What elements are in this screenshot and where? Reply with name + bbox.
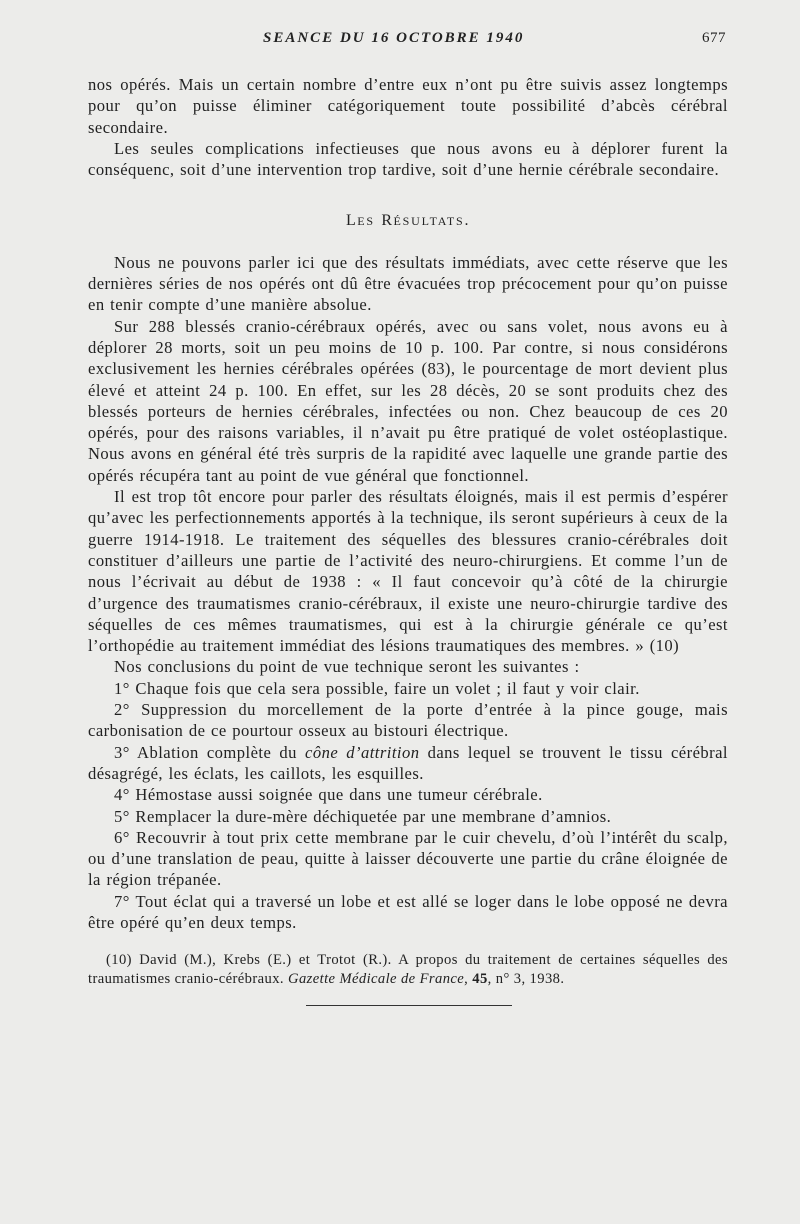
list-item: 4° Hémostase aussi soignée que dans une tumeur cérébrale.: [114, 785, 543, 805]
footnote-citation: (10) David (M.), Krebs (E.) et Trotot (R.). A propos du traitement de certaines séquelles des traumatismes cranio-cérébraux.: [88, 952, 728, 988]
paragraph: Sur 288 blessés cranio-cérébraux opérés, avec ou sans volet, nous avons eu à déplorer 28 morts, soit un peu moins de 10 p. 100. Par contre, si nous considérons exclusivement les hernies cérébrales opérées (83), le pourcentage de mort devient plus élevé et atteint 24 p. 100. En effet, sur les 28 décès, 20 se sont produits chez des blessés porteurs de hernies cérébrales, infectées ou non. Chez beaucoup de ces 20 opérés, pour des raisons variables, il n’avait pu être pratiqué de volet ostéoplastique. Nous avons en général été très surpris de la rapidité avec laquelle une grande partie des opérés récupéra tant au point de vue général que fonctionnel.: [88, 316, 728, 485]
running-header: [88, 30, 728, 56]
list-item: 2° Suppression du morcellement de la porte d’entrée à la pince gouge, mais carbonisation de ce pourtour osseux au bistouri électrique.: [88, 700, 728, 741]
paragraph: Il est trop tôt encore pour parler des résultats éloignés, mais il est permis d’espérer qu’avec les perfectionnements apportés à la technique, ils seront supérieurs à ceux de la guerre 1914-1918. Le traitement des séquelles des blessures cranio-cérébrales doit constituer d’ailleurs une partie de l’activité des neuro-chirurgiens. Et comme l’un de nous l’écrivait au début de 1938 : « Il faut concevoir qu’à côté de la chirurgie d’urgence des traumatismes cranio-cérébraux, il existe une neuro-chirurgie tardive des séquelles de ces mêmes traumatismes, qui est à la chirurgie générale ce qu’est l’orthopédie au traitement immédiat des lésions traumatiques des membres. » (10): [88, 487, 728, 656]
section-heading-smallcaps-2: ÉSULTATS: [393, 214, 465, 229]
list-item: 1° Chaque fois que cela sera possible, faire un volet ; il faut y voir clair.: [114, 678, 640, 698]
footnote-separator: ,: [464, 971, 473, 988]
section-heading: [88, 210, 728, 232]
page-number: 677: [702, 30, 726, 46]
section-heading-initial-2: R: [381, 212, 394, 230]
list-item: 7° Tout éclat qui a traversé un lobe et est allé se loger dans le lobe opposé ne devra être opéré qu’en deux temps.: [88, 891, 728, 932]
emphasis-term: cône d’attrition: [305, 742, 420, 762]
section-heading-period: .: [464, 212, 471, 230]
footnote: [88, 951, 728, 989]
paragraph: Les seules complications infectieuses que nous avons eu à déplorer furent la conséquenc, soit d’une intervention trop tardive, soit d’une hernie cérébrale secondaire.: [88, 138, 728, 180]
footnote-journal: Gazette Médicale de France: [288, 971, 465, 988]
body-text: [88, 74, 728, 933]
list-item-text: 3° Ablation complète du: [114, 742, 306, 762]
footnote-issue: , n° 3, 1938.: [487, 971, 565, 988]
section-heading-smallcaps-1: ES: [357, 214, 375, 229]
paragraph: nos opérés. Mais un certain nombre d’entre eux n’ont pu être suivis assez longtemps pour qu’on puisse éliminer catégoriquement toute possibilité d’abcès cérébral secondaire.: [88, 75, 728, 137]
list-item: [88, 742, 728, 785]
end-rule: [306, 1005, 512, 1006]
footnote-volume: 45: [472, 971, 488, 988]
running-title: SEANCE DU 16 OCTOBRE 1940: [263, 30, 525, 46]
section-heading-initial-1: L: [345, 212, 358, 230]
page: [88, 30, 728, 1006]
list-item: 6° Recouvrir à tout prix cette membrane par le cuir chevelu, d’où l’intérêt du scalp, ou d’une translation de peau, quitte à laisser découverte une partie du crâne éloignée de la région trépanée.: [88, 827, 728, 890]
paragraph: Nos conclusions du point de vue technique seront les suivantes :: [114, 657, 580, 677]
footnote-text: [88, 951, 728, 989]
paragraph: Nous ne pouvons parler ici que des résultats immédiats, avec cette réserve que les dernières séries de nos opérés ont dû être évacuées trop précocement pour qu’on puisse en tenir compte d’une manière absolue.: [88, 252, 728, 315]
list-item-text: dans lequel se trouvent le tissu cérébral désagrégé, les éclats, les caillots, les esquilles.: [88, 742, 728, 783]
list-item: 5° Remplacer la dure-mère déchiquetée par une membrane d’amnios.: [114, 806, 612, 826]
